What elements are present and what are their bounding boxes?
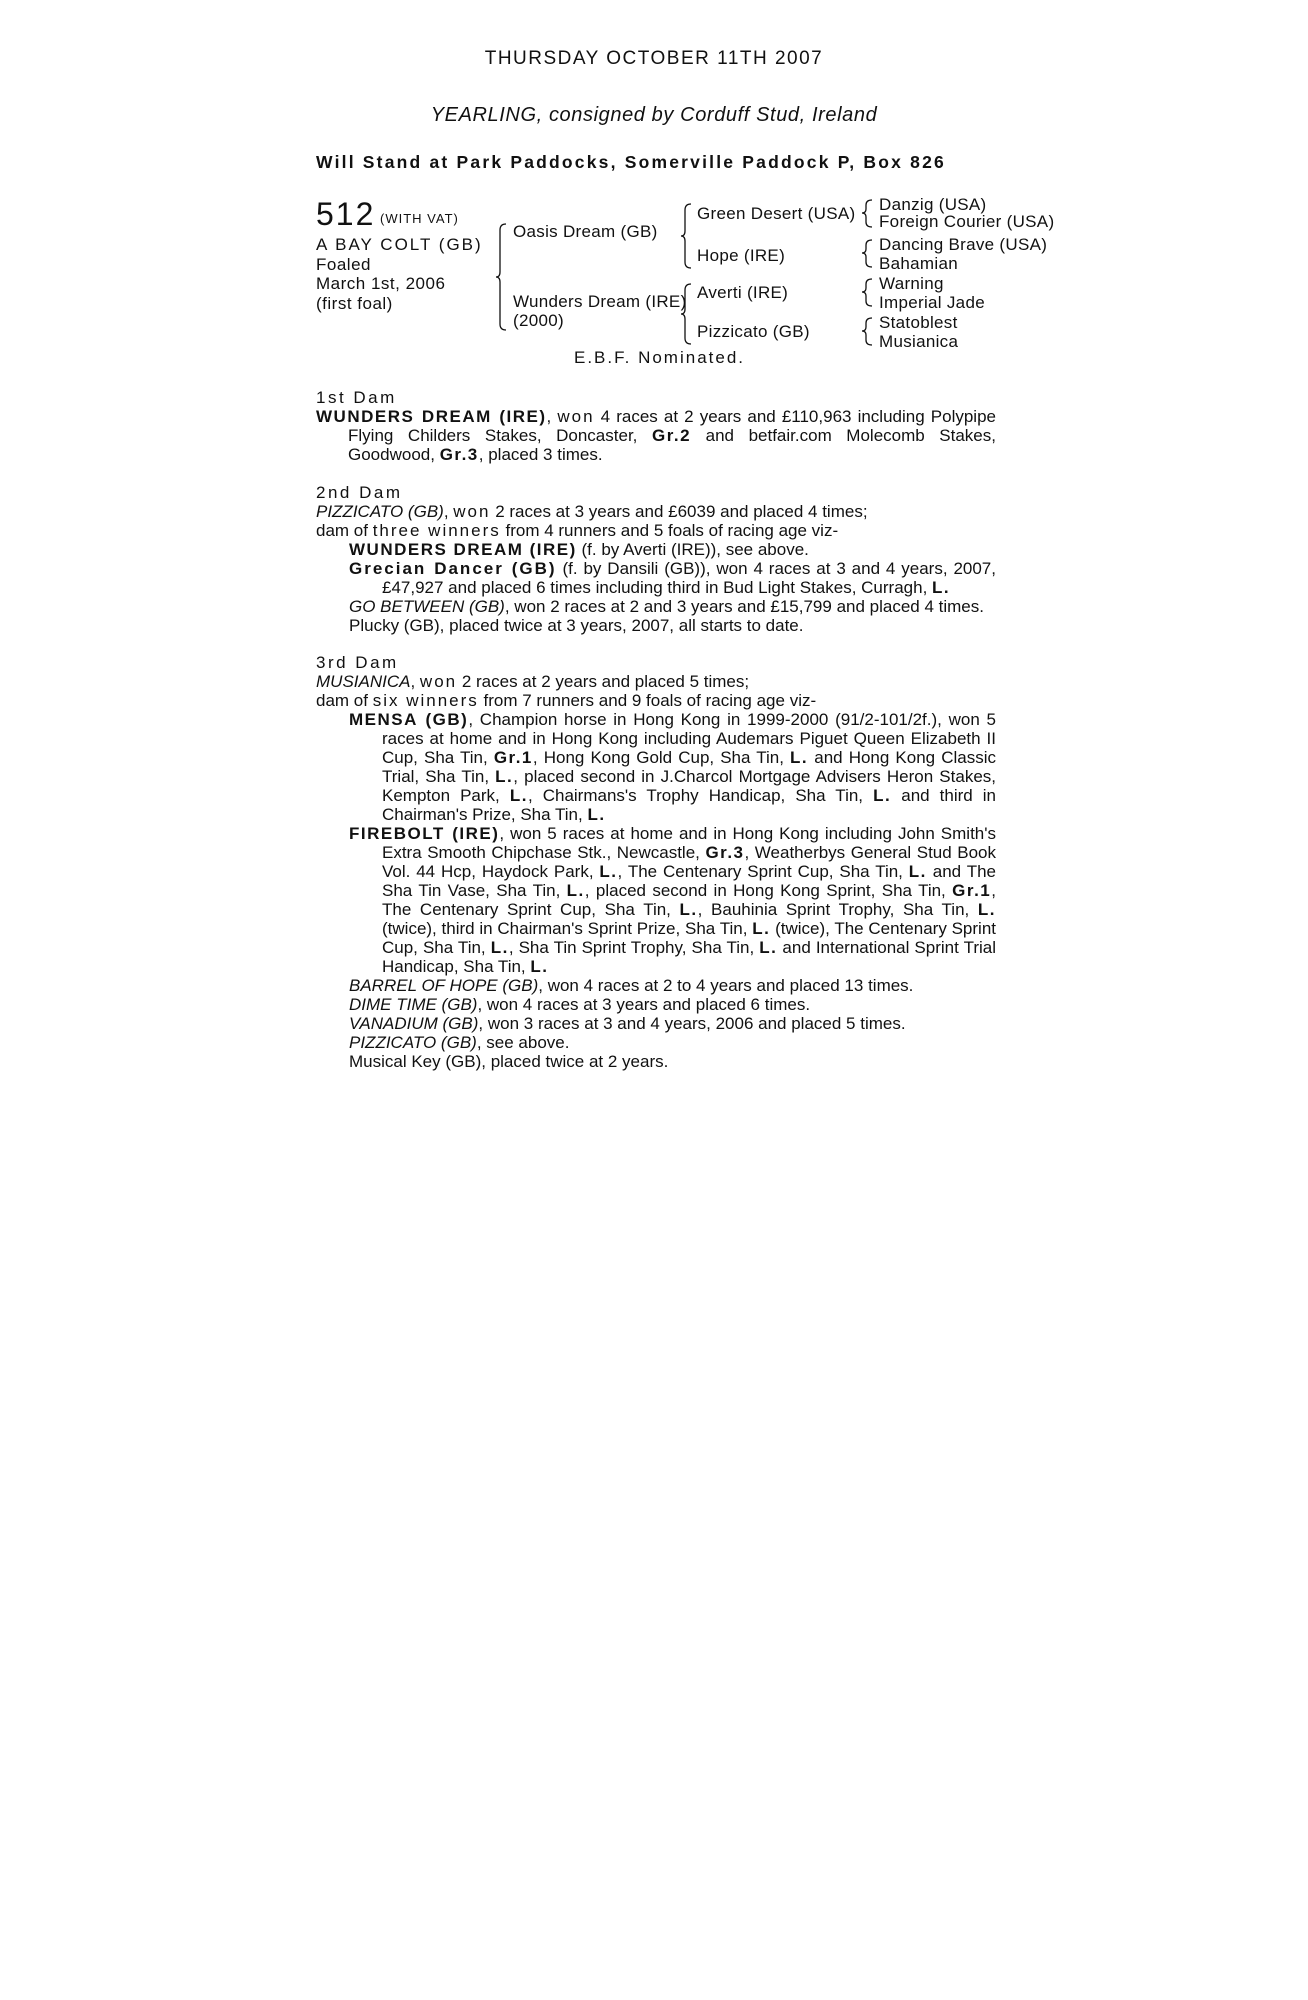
sale-date: THURSDAY OCTOBER 11TH 2007	[484, 48, 824, 69]
pedigree-gs2: Hope (IRE)	[697, 246, 786, 265]
pedigree-bracket-gs4	[862, 317, 876, 347]
vat-note: (WITH VAT)	[380, 211, 459, 226]
pedigree-bracket-sire	[681, 202, 695, 270]
produce-entry: Grecian Dancer (GB) (f. by Dansili (GB)), won 4 races at 3 and 4 years, 2007, £47,927 and placed 6 times including third in Bud Light Stakes, Curragh, L.	[349, 559, 996, 597]
pedigree-bracket-gs1	[862, 199, 876, 229]
pedigree-ggs2: Foreign Courier (USA)	[879, 212, 1055, 231]
pedigree-ggs8: Musianica	[879, 332, 959, 351]
third-dam-section	[316, 653, 996, 1071]
pedigree-ggs5: Warning	[879, 274, 944, 293]
dam-name: WUNDERS DREAM (IRE)	[316, 407, 547, 426]
third-dam-record: MUSIANICA, won 2 races at 2 years and placed 5 times;	[316, 672, 750, 691]
foaled-date: March 1st, 2006	[316, 274, 446, 293]
pedigree-bracket-gs3	[862, 278, 876, 308]
first-dam-record: WUNDERS DREAM (IRE), won 4 races at 2 years and £110,963 including Polypipe Flying Childers Stakes, Doncaster, Gr.2 and betfair.com Molecomb Stakes, Goodwood, Gr.3, placed 3 times.	[316, 407, 996, 464]
stand-location: Will Stand at Park Paddocks, Somerville Paddock P, Box 826	[316, 152, 946, 172]
grade-label: Gr.2	[651, 426, 692, 445]
pedigree-gs3: Averti (IRE)	[697, 283, 789, 302]
pedigree-dam-year: (2000)	[513, 311, 564, 330]
produce-entry: Musical Key (GB), placed twice at 2 years.	[349, 1052, 669, 1071]
second-dam-section	[316, 483, 996, 635]
lot-number: 512	[316, 196, 376, 232]
produce-entry-mensa: MENSA (GB), Champion horse in Hong Kong in 1999-2000 (91/2-101/2f.), won 5 races at home and in Hong Kong including Audemars Piguet Queen Elizabeth II Cup, Sha Tin, Gr.1, Hong Kong Gold Cup, Sha Tin, L. and Hong Kong Classic Trial, Sha Tin, L., placed second in J.Charcol Mortgage Advisers Heron Stakes, Kempton Park, L., Chairmans's Trophy Handicap, Sha Tin, L. and third in Chairman's Prize, Sha Tin, L.	[349, 710, 997, 824]
pedigree-ggs1: Danzig (USA)	[879, 195, 987, 214]
second-dam-record: PIZZICATO (GB), won 2 races at 3 years and £6039 and placed 4 times;	[316, 502, 868, 521]
pedigree-sire: Oasis Dream (GB)	[513, 222, 658, 241]
pedigree-gs4: Pizzicato (GB)	[697, 322, 810, 341]
second-dam-produce-summary: dam of three winners from 4 runners and 5 foals of racing age viz-	[316, 521, 839, 540]
produce-entry: VANADIUM (GB), won 3 races at 3 and 4 years, 2006 and placed 5 times.	[349, 1014, 906, 1033]
produce-entry: Plucky (GB), placed twice at 3 years, 2007, all starts to date.	[349, 616, 804, 635]
pedigree-ggs7: Statoblest	[879, 313, 958, 332]
produce-entry: WUNDERS DREAM (IRE) (f. by Averti (IRE)), see above.	[349, 540, 809, 559]
lot-description: A BAY COLT (GB)	[316, 235, 483, 254]
foaled-label: Foaled	[316, 255, 371, 274]
ebf-nominated: E.B.F. Nominated.	[574, 348, 746, 367]
pedigree-gs1: Green Desert (USA)	[697, 204, 856, 223]
pedigree-dam: Wunders Dream (IRE)	[513, 292, 687, 311]
pedigree-ggs6: Imperial Jade	[879, 293, 985, 312]
produce-entry: BARREL OF HOPE (GB), won 4 races at 2 to 4 years and placed 13 times.	[349, 976, 914, 995]
produce-entry: PIZZICATO (GB), see above.	[349, 1033, 570, 1052]
pedigree-ggs3: Dancing Brave (USA)	[879, 235, 1048, 254]
first-dam-heading: 1st Dam	[316, 388, 397, 407]
first-dam-section	[316, 388, 996, 464]
dam-name: MUSIANICA	[316, 672, 411, 691]
dam-name: PIZZICATO (GB)	[316, 502, 444, 521]
won-label: won	[557, 407, 595, 426]
consignment-line: YEARLING, consigned by Corduff Stud, Ireland	[430, 104, 878, 126]
third-dam-produce-summary: dam of six winners from 7 runners and 9 foals of racing age viz-	[316, 691, 817, 710]
second-dam-heading: 2nd Dam	[316, 483, 403, 502]
pedigree-bracket-gs2	[862, 239, 876, 269]
first-foal-note: (first foal)	[316, 294, 393, 313]
pedigree-ggs4: Bahamian	[879, 254, 958, 273]
produce-entry-firebolt: FIREBOLT (IRE), won 5 races at home and in Hong Kong including John Smith's Extra Smooth Chipchase Stk., Newcastle, Gr.3, Weatherbys General Stud Book Vol. 44 Hcp, Haydock Park, L., The Centenary Sprint Cup, Sha Tin, L. and The Sha Tin Vase, Sha Tin, L., placed second in Hong Kong Sprint, Sha Tin, Gr.1, The Centenary Sprint Cup, Sha Tin, L., Bauhinia Sprint Trophy, Sha Tin, L. (twice), third in Chairman's Sprint Prize, Sha Tin, L. (twice), The Centenary Sprint Cup, Sha Tin, L., Sha Tin Sprint Trophy, Sha Tin, L. and International Sprint Trial Handicap, Sha Tin, L.	[349, 824, 997, 976]
third-dam-heading: 3rd Dam	[316, 653, 399, 672]
produce-entry: GO BETWEEN (GB), won 2 races at 2 and 3 years and £15,799 and placed 4 times.	[349, 597, 984, 616]
grade-label: Gr.3	[439, 445, 479, 464]
pedigree-bracket-main	[496, 222, 510, 332]
produce-entry: DIME TIME (GB), won 4 races at 3 years and placed 6 times.	[349, 995, 811, 1014]
dam-record-text: 4 races at 2 years and £110,963 including Polypipe Flying Childers Stakes, Doncaster,	[348, 407, 996, 445]
